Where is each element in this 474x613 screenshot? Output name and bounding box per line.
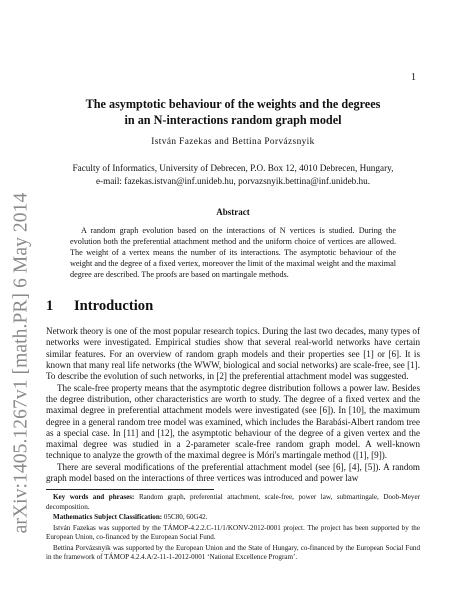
affiliation-line-2: e-mail: fazekas.istvan@inf.unideb.hu, porvazsnyik.bettina@inf.unideb.hu.	[95, 175, 371, 186]
affiliation-line-1: Faculty of Informatics, University of Debrecen, P.O. Box 12, 4010 Debrecen, Hungary,	[72, 163, 394, 173]
section-number: 1	[46, 298, 54, 315]
title-line-1: The asymptotic behaviour of the weights and the degrees	[85, 97, 381, 111]
footnote-support-2: Bettina Porvázsnyik was supported by the European Union and the State of Hungary, co-financed by the European Social Fund in the framework of TÁMOP 4.2.4.A/2-11-1-2012-0001 ‘National Excellence Program’.	[46, 543, 420, 561]
footnotes	[46, 493, 420, 562]
paragraph-3: There are several modifications of the preferential attachment model (see [6], [4], [5]). A random graph model based on the interactions of three vertices was introduced and power law	[46, 461, 420, 484]
paragraph-1: Network theory is one of the most popular research topics. During the last two decades, many types of networks were investigated. Empirical studies show that several real-world networks have certain similar features. For an overview of random graph models and their properties see [1] or [6]. It is known that many real life networks (the WWW, biological and social networks) are scale-free, see [1]. To describe the evolution of such networks, in [2] the preferential attachment model was suggested.	[46, 326, 420, 382]
page-number: 1	[411, 72, 416, 83]
footnote-msc-label: Mathematics Subject Classification:	[53, 513, 163, 522]
section-title: Introduction	[74, 298, 154, 315]
footnote-support-1: István Fazekas was supported by the TÁMOP-4.2.2.C-11/1/KONV-2012-0001 project. The project has been supported by the European Union, co-financed by the European Social Fund.	[46, 523, 420, 541]
footnote-keywords-label: Key words and phrases:	[53, 493, 135, 502]
paper-content	[46, 96, 420, 563]
footnote-keywords-text: Random graph, preferential attachment, scale-free, power law, submartingale, Doob-Meyer decomposition.	[46, 493, 420, 511]
paragraph-2: The scale-free property means that the asymptotic degree distribution follows a power law. Besides the degree distribution, other characteristics are worth to study. The degree of a fixed vertex and the maximal degree in preferential attachment models were investigated (see [6]). In [10], the maximum degree in a general random tree model was examined, which includes the Barabási-Albert random tree as a special case. In [11] and [12], the asymptotic behaviour of the degree of a given vertex and the maximal degree was studied in a 2-parameter scale-free random graph model. A well-known technique to analyze the growth of the maximal degree is Móri's martingale method ([1], [9]).	[46, 382, 420, 461]
arxiv-stamp-text: arXiv:1405.1267v1 [math.PR] 6 May 2014	[10, 192, 32, 534]
section-heading	[46, 298, 420, 315]
footnote-msc	[46, 513, 420, 522]
footnote-keywords	[46, 493, 420, 511]
footnote-msc-text: 05C80, 60G42.	[162, 513, 208, 522]
title-line-2: in an N-interactions random graph model	[124, 113, 342, 127]
affiliation	[46, 162, 420, 187]
paper-title	[46, 96, 420, 128]
abstract-text: A random graph evolution based on the interactions of N vertices is studied. During the evolution both the preferential attachment method and the uniform choice of vertices are allowed. The weight of a vertex means the number of its interactions. The asymptotic behaviour of the weight and the degree of a fixed vertex, moreover the limit of the maximal weight and the maximal degree are described. The proofs are based on martingale methods.	[70, 226, 396, 280]
abstract-heading: Abstract	[216, 207, 250, 218]
authors: István Fazekas and Bettina Porvázsnyik	[151, 137, 315, 147]
footnote-rule	[46, 489, 214, 490]
arxiv-stamp	[6, 148, 36, 578]
body-text	[46, 326, 420, 484]
